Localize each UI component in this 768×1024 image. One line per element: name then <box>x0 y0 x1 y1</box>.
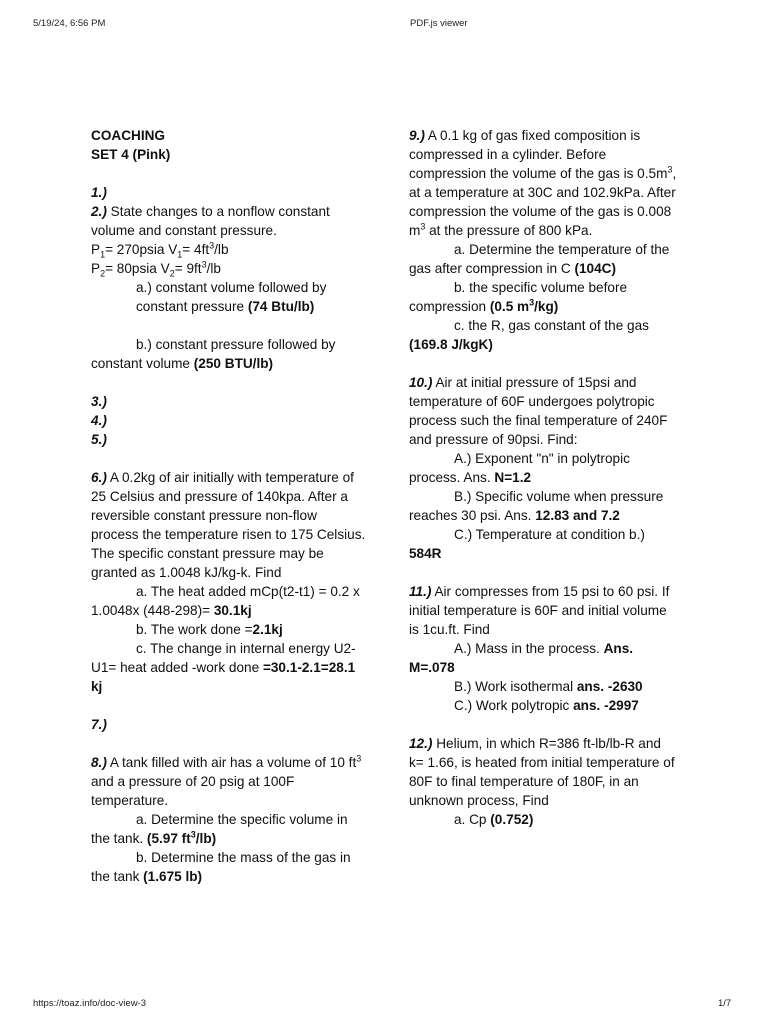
question-6-part-b: b. The work done =2.1kj <box>136 622 283 637</box>
question-4-number: 4.) <box>91 413 107 428</box>
question-8-part-a: a. Determine the specific volume in the tank. (5.97 $ft^3/lb$) <box>91 812 348 846</box>
question-8: 8.) A tank filled with air has a volume of 10 $ft^3$ and a pressure of 20 psig at 100F temperature. <box>91 753 362 808</box>
question-2-p2: $P_2=$ 80psia $V_2= 9ft^3/lb$ <box>91 259 221 279</box>
question-12-part-a: a. Cp (0.752) <box>454 812 534 827</box>
question-12: 12.) Helium, in which R=386 ft-lb/lb-R and k= 1.66, is heated from initial temperature of 80F to final temperature of 180F, in an unknown process, Find <box>409 736 675 808</box>
left-column <box>91 126 366 886</box>
question-3-number: 3.) <box>91 394 107 409</box>
question-9-part-c: c. the R, gas constant of the gas (169.8 J/kgK) <box>409 318 649 352</box>
doc-subtitle: SET 4 (Pink) <box>91 147 171 162</box>
question-11: 11.) Air compresses from 15 psi to 60 psi. If initial temperature is 60F and initial volume is 1cu.ft. Find <box>409 584 670 637</box>
question-1-number: 1.) <box>91 185 107 200</box>
question-6-part-c: c. The change in internal energy U2-U1= heat added -work done =30.1-2.1=28.1 kj <box>91 641 356 694</box>
right-column <box>409 126 677 829</box>
question-2-part-a: a.) constant volume followed by constant pressure (74 Btu/lb) <box>136 280 327 314</box>
question-9: 9.) A 0.1 kg of gas fixed composition is compressed in a cylinder. Before compression the volume of the gas is $0.5m^3$, at a temperature at 30C and 102.9kPa. After compression the volume of the gas is 0.008 $m^3$ at the pressure of 800 kPa. <box>409 128 677 238</box>
doc-title: COACHING <box>91 128 166 143</box>
question-9-part-a: a. Determine the temperature of the gas after compression in C (104C) <box>409 242 670 276</box>
question-9-part-b: b. the specific volume before compression (0.5 $m^3/kg$) <box>409 280 628 314</box>
question-10-part-a: A.) Exponent "n" in polytropic process. Ans. N=1.2 <box>409 451 630 485</box>
question-10-part-b: B.) Specific volume when pressure reaches 30 psi. Ans. 12.83 and 7.2 <box>409 489 664 523</box>
question-11-part-b: B.) Work isothermal ans. -2630 <box>454 679 643 694</box>
question-2-part-b: b.) constant pressure followed by constant volume (250 BTU/lb) <box>91 337 336 371</box>
question-7-number: 7.) <box>91 717 107 732</box>
question-11-part-a: A.) Mass in the process. Ans. M=.078 <box>409 641 634 675</box>
question-2: 2.) State changes to a nonflow constant volume and constant pressure. <box>91 204 330 238</box>
question-10: 10.) Air at initial pressure of 15psi and temperature of 60F undergoes polytropic process such the final temperature of 240F and pressure of 90psi. Find: <box>409 375 668 447</box>
print-url[interactable]: https://toaz.info/doc-view-3 <box>33 998 146 1009</box>
question-11-part-c: C.) Work polytropic ans. -2997 <box>454 698 639 713</box>
question-8-part-b: b. Determine the mass of the gas in the tank (1.675 lb) <box>91 850 351 884</box>
print-page-number: 1/7 <box>718 998 732 1009</box>
question-6-part-a: a. The heat added mCp(t2-t1) = 0.2 x 1.0048x (448-298)= 30.1kj <box>91 584 360 618</box>
question-6: 6.) A 0.2kg of air initially with temperature of 25 Celsius and pressure of 140kpa. After a reversible constant pressure non-flow process the temperature risen to 175 Celsius. The specific constant pressure may be granted as 1.0048 kJ/kg-k. Find <box>91 470 366 580</box>
question-2-p1: $P_1=$ 270psia $V_1= 4ft^3/lb$ <box>91 240 229 260</box>
question-10-part-c: C.) Temperature at condition b.) 584R <box>409 527 645 561</box>
print-datetime: 5/19/24, 6:56 PM <box>33 18 106 29</box>
print-title: PDF.js viewer <box>410 18 468 29</box>
question-5-number: 5.) <box>91 432 107 447</box>
